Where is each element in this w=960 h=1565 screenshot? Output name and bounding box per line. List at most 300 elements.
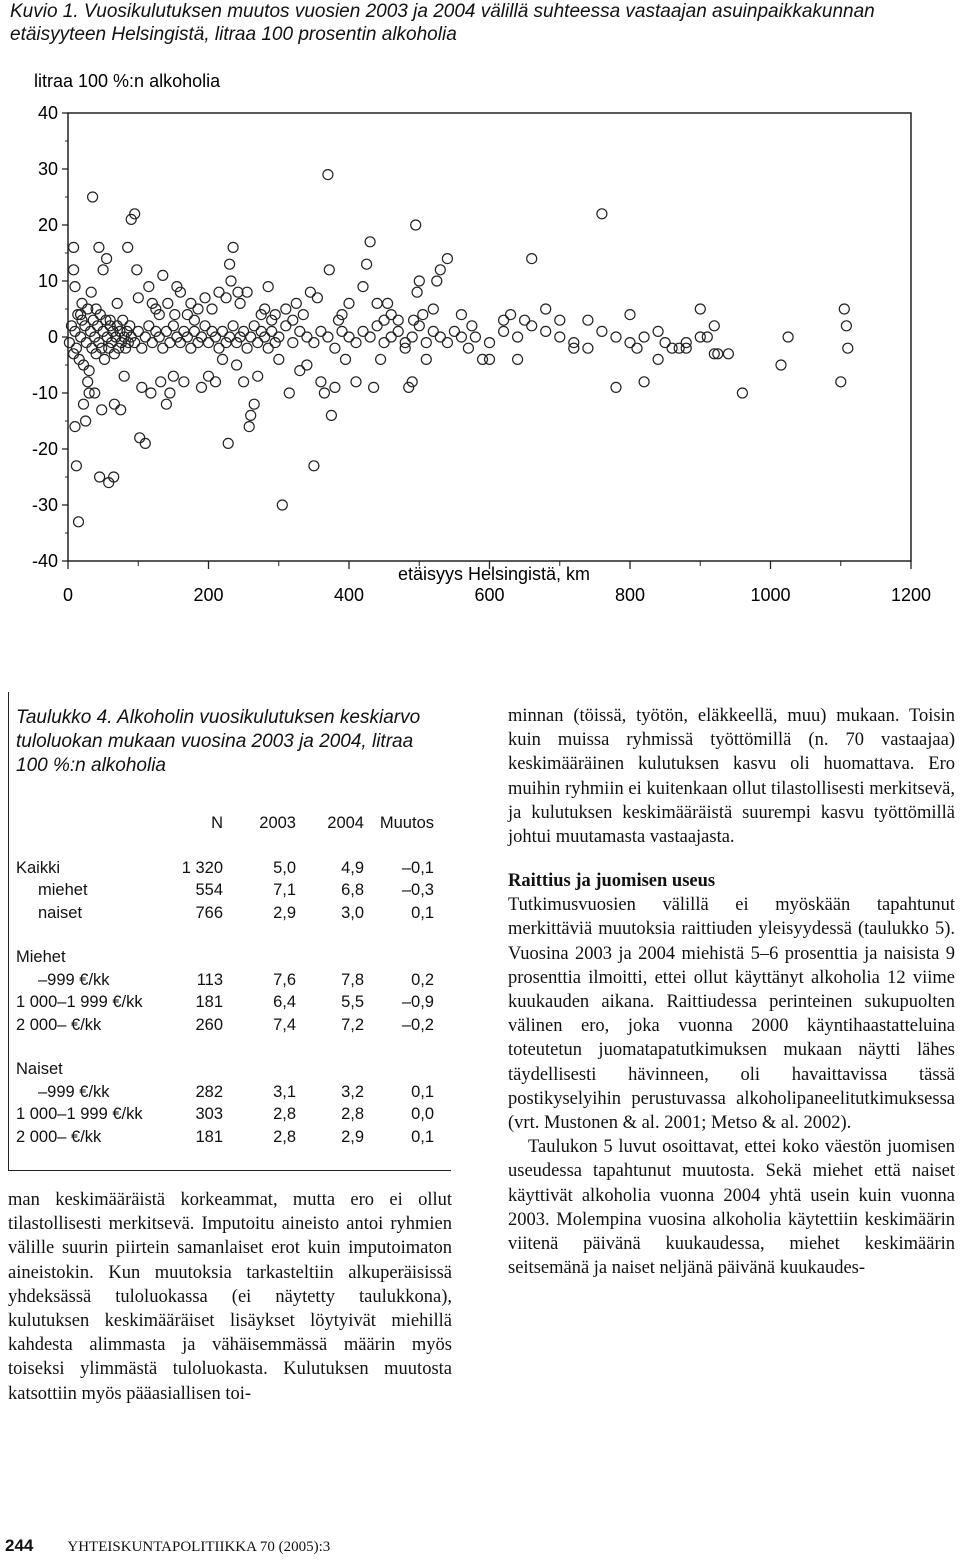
- cell-2004: 3,2: [341, 1082, 364, 1101]
- x-tick-label: 400: [333, 585, 365, 605]
- data-point: [211, 332, 221, 342]
- data-point: [660, 338, 670, 348]
- data-point: [358, 282, 368, 292]
- data-point: [393, 315, 403, 325]
- data-point: [100, 354, 110, 364]
- data-point: [681, 343, 691, 353]
- data-point: [583, 315, 593, 325]
- data-point: [324, 265, 334, 275]
- data-point: [379, 338, 389, 348]
- data-point: [841, 321, 851, 331]
- data-point: [569, 338, 579, 348]
- data-point: [467, 321, 477, 331]
- data-point: [527, 321, 537, 331]
- data-point: [667, 343, 677, 353]
- data-point: [182, 310, 192, 320]
- y-tick-label: 20: [37, 215, 58, 235]
- table-row: [16, 969, 446, 992]
- data-point: [295, 326, 305, 336]
- data-point: [133, 326, 143, 336]
- data-point: [702, 332, 712, 342]
- data-point: [225, 332, 235, 342]
- data-point: [170, 310, 180, 320]
- cell-change: –0,2: [401, 1015, 434, 1034]
- data-point: [653, 354, 663, 364]
- data-point: [555, 315, 565, 325]
- data-point: [161, 399, 171, 409]
- data-point: [86, 287, 96, 297]
- data-point: [158, 270, 168, 280]
- data-point: [358, 326, 368, 336]
- data-point: [291, 298, 301, 308]
- data-point: [379, 315, 389, 325]
- body-paragraph: man keskimääräistä korkeammat, mutta ero ei ollut tilastollisesti merkitsevä. Imputoitu aineisto antoi ryhmien välille suurin piirtein samanlaiset erot kuin imputoimaton aineistokin. Kun muutoksia tarkasteltiin alkuperäisissä yhdeksässä tuloluokassa (ei näytetty taulukkona), kulutuksen keskimääräiset lisäykset löytyivät miehillä kahdesta alimmasta ja vähäisemmässä määrin myös toiseksi ylimmästä tuloluokasta. Kulutuksen muutosta katsottiin myös pääasiallisen toi-: [8, 1190, 452, 1404]
- data-point: [221, 338, 231, 348]
- data-point: [163, 298, 173, 308]
- data-point: [337, 326, 347, 336]
- data-point: [418, 310, 428, 320]
- data-point: [175, 338, 185, 348]
- cell-n: 113: [196, 970, 223, 989]
- data-point: [226, 276, 236, 286]
- data-point: [151, 304, 161, 314]
- cell-2003: 7,1: [273, 881, 296, 899]
- cell-2003: 7,6: [273, 970, 296, 989]
- data-point: [414, 276, 424, 286]
- data-point: [175, 287, 185, 297]
- data-point: [137, 382, 147, 392]
- cell-2003: 3,1: [273, 1082, 296, 1101]
- data-point: [506, 310, 516, 320]
- x-tick-label: 800: [614, 585, 646, 605]
- page-number: 244: [5, 1536, 34, 1555]
- data-point: [81, 416, 91, 426]
- data-point: [256, 310, 266, 320]
- data-point: [189, 315, 199, 325]
- cell-n: 181: [195, 1127, 223, 1146]
- data-point: [376, 354, 386, 364]
- data-point: [147, 298, 157, 308]
- cell-2004: 2,9: [341, 1127, 364, 1146]
- data-point: [839, 304, 849, 314]
- data-point: [133, 293, 143, 303]
- data-point: [583, 343, 593, 353]
- cell-2003: 2,9: [273, 903, 296, 922]
- data-point: [246, 332, 256, 342]
- data-point: [102, 254, 112, 264]
- data-point: [319, 388, 329, 398]
- data-point: [189, 326, 199, 336]
- data-point: [156, 377, 166, 387]
- data-point: [323, 332, 333, 342]
- data-point: [372, 298, 382, 308]
- data-point: [302, 332, 312, 342]
- data-point: [161, 326, 171, 336]
- data-point: [463, 343, 473, 353]
- y-tick-label: -30: [31, 495, 58, 515]
- cell-n: 303: [195, 1105, 223, 1123]
- data-point: [372, 321, 382, 331]
- data-point: [232, 360, 242, 370]
- data-point: [77, 298, 87, 308]
- data-point: [130, 338, 140, 348]
- data-point: [326, 410, 336, 420]
- left-column: [8, 1188, 452, 1406]
- data-point: [221, 293, 231, 303]
- data-points: [64, 170, 852, 527]
- data-point: [695, 304, 705, 314]
- data-point: [409, 315, 419, 325]
- data-point: [428, 304, 438, 314]
- data-point: [312, 293, 322, 303]
- data-point: [442, 338, 452, 348]
- page-footer: [5, 1536, 330, 1557]
- data-point: [186, 298, 196, 308]
- data-point: [513, 332, 523, 342]
- data-point: [337, 310, 347, 320]
- data-point: [135, 433, 145, 443]
- data-point: [411, 220, 421, 230]
- data-point: [260, 304, 270, 314]
- data-point: [456, 310, 466, 320]
- table-title: Taulukko 4. Alkoholin vuosikulutuksen keskiarvo tuloluokan mukaan vuosina 2003 ja 2004, litraa 100 %:n alkoholia: [16, 707, 421, 776]
- data-point: [341, 354, 351, 364]
- body-paragraph: minnan (töissä, työtön, eläkkeellä, muu) mukaan. Toisin kuin muissa ryhmissä työttömillä (n. 70 vastaajaa) keskimääräinen kulutuksen kasvu oli huomattava. Ero muihin ryhmiin ei kuitenkaan ollut tilastollisesti merkitsevä, ja kulutuksen keskimääräistä suurempi kasvu työttömillä johtui muutamasta vastaajasta.: [508, 706, 955, 848]
- x-tick-label: 1200: [890, 585, 932, 605]
- data-point: [70, 326, 80, 336]
- cell-2003: 2,8: [273, 1105, 296, 1123]
- data-point: [253, 338, 263, 348]
- header-2004: 2004: [327, 814, 364, 832]
- data-point: [98, 265, 108, 275]
- data-point: [295, 366, 305, 376]
- cell-change: –0,3: [401, 881, 434, 899]
- data-point: [168, 371, 178, 381]
- cell-change: 0,1: [411, 903, 434, 922]
- data-point: [499, 326, 509, 336]
- data-point: [69, 265, 79, 275]
- data-point: [179, 377, 189, 387]
- data-point: [344, 298, 354, 308]
- y-tick-label: -10: [31, 383, 58, 403]
- table-row: [16, 991, 446, 1014]
- data-point: [233, 287, 243, 297]
- data-point: [597, 209, 607, 219]
- data-point: [211, 377, 221, 387]
- data-point: [244, 422, 254, 432]
- row-label: –999 €/kk: [38, 970, 110, 989]
- cell-change: 0,0: [411, 1105, 434, 1123]
- data-point: [249, 321, 259, 331]
- data-point: [74, 517, 84, 527]
- data-point: [256, 326, 266, 336]
- data-point: [404, 382, 414, 392]
- x-axis-label: etäisyys Helsingistä, km: [397, 564, 591, 584]
- y-axis-label: litraa 100 %:n alkoholia: [34, 71, 221, 91]
- data-point: [499, 315, 509, 325]
- data-point: [456, 332, 466, 342]
- data-point: [284, 388, 294, 398]
- data-point: [281, 321, 291, 331]
- body-paragraph: Taulukon 5 luvut osoittavat, ettei koko väestön juomisen useudessa tapahtunut muutosta. Sekä miehet että naiset käyttivät alkoholia vuonna 2004 yhtä usein kuin vuonna 2003. Molempina vuosina alkoholia käytettiin keskimäärin viitenä päivänä kuukaudessa, miehet keskimäärin seitsemänä ja naiset neljänä päivänä kuukaudes-: [508, 1137, 955, 1279]
- data-point: [112, 298, 122, 308]
- data-point: [154, 310, 164, 320]
- data-point: [362, 259, 372, 269]
- data-point: [207, 326, 217, 336]
- data-point: [569, 343, 579, 353]
- data-point: [214, 287, 224, 297]
- cell-2003: 2,8: [273, 1127, 296, 1146]
- data-point: [263, 282, 273, 292]
- data-point: [223, 438, 233, 448]
- data-point: [123, 242, 133, 252]
- data-point: [64, 338, 74, 348]
- data-point: [520, 315, 530, 325]
- data-point: [118, 315, 128, 325]
- x-tick-label: 1000: [750, 585, 791, 605]
- data-point: [239, 377, 249, 387]
- data-point: [218, 354, 228, 364]
- data-point: [137, 343, 147, 353]
- data-point: [88, 192, 98, 202]
- data-point: [179, 326, 189, 336]
- cell-2004: 6,8: [341, 881, 364, 899]
- cell-2003: 6,4: [273, 993, 296, 1011]
- data-point: [109, 399, 119, 409]
- section-heading: Raittius ja juomisen useus: [508, 871, 716, 892]
- income-table: [16, 812, 446, 1148]
- data-point: [639, 332, 649, 342]
- cell-n: 1 320: [181, 858, 223, 877]
- data-point: [723, 349, 733, 359]
- x-tick-label: 200: [193, 585, 224, 605]
- data-point: [158, 343, 168, 353]
- row-label: 2 000– €/kk: [16, 1015, 102, 1034]
- data-point: [144, 282, 154, 292]
- y-tick-label: 10: [37, 271, 58, 291]
- data-point: [449, 326, 459, 336]
- row-label: 2 000– €/kk: [16, 1127, 102, 1146]
- data-point: [369, 382, 379, 392]
- data-point: [597, 326, 607, 336]
- data-point: [146, 388, 156, 398]
- data-point: [442, 254, 452, 264]
- data-point: [225, 259, 235, 269]
- data-point: [386, 310, 396, 320]
- group-label-men: Miehet: [16, 948, 66, 966]
- row-label: 1 000–1 999 €/kk: [16, 1105, 143, 1123]
- right-column: [508, 704, 955, 1280]
- data-point: [316, 377, 326, 387]
- cell-2004: 2,8: [341, 1105, 364, 1123]
- data-point: [412, 287, 422, 297]
- data-point: [70, 422, 80, 432]
- data-point: [263, 343, 273, 353]
- data-point: [485, 354, 495, 364]
- data-point: [144, 321, 154, 331]
- x-tick-label: 0: [62, 585, 74, 605]
- data-point: [154, 332, 164, 342]
- data-point: [147, 338, 157, 348]
- data-point: [783, 332, 793, 342]
- data-point: [432, 276, 442, 286]
- data-point: [305, 287, 315, 297]
- row-label: –999 €/kk: [38, 1082, 110, 1101]
- data-point: [204, 371, 214, 381]
- data-point: [625, 338, 635, 348]
- header-n: N: [211, 814, 223, 832]
- data-point: [407, 332, 417, 342]
- data-point: [186, 343, 196, 353]
- data-point: [200, 321, 210, 331]
- cell-2004: 3,0: [341, 903, 364, 922]
- scatter-chart: [0, 60, 960, 620]
- table-row: [16, 857, 446, 880]
- data-point: [193, 304, 203, 314]
- cell-2004: 7,8: [341, 970, 364, 989]
- data-point: [246, 410, 256, 420]
- cell-n: 260: [195, 1015, 223, 1034]
- data-point: [228, 242, 238, 252]
- table-row: [16, 902, 446, 925]
- data-point: [197, 332, 207, 342]
- data-point: [302, 360, 312, 370]
- row-label: miehet: [38, 881, 88, 899]
- table-row: [16, 879, 446, 902]
- data-point: [140, 332, 150, 342]
- data-point: [421, 354, 431, 364]
- data-point: [84, 366, 94, 376]
- y-tick-label: -20: [31, 439, 58, 459]
- data-point: [386, 332, 396, 342]
- data-point: [365, 332, 375, 342]
- data-point: [104, 343, 114, 353]
- data-point: [94, 242, 104, 252]
- data-point: [400, 343, 410, 353]
- cell-n: 766: [195, 903, 223, 922]
- data-point: [330, 343, 340, 353]
- header-2003: 2003: [259, 814, 296, 832]
- group-heading: [16, 1058, 446, 1081]
- data-point: [172, 332, 182, 342]
- data-point: [83, 377, 93, 387]
- data-point: [239, 326, 249, 336]
- data-point: [611, 332, 621, 342]
- data-point: [140, 438, 150, 448]
- data-point: [541, 326, 551, 336]
- data-point: [309, 338, 319, 348]
- x-tick-label: 600: [474, 585, 505, 605]
- data-point: [242, 287, 252, 297]
- cell-2004: 5,5: [341, 993, 364, 1011]
- data-point: [653, 326, 663, 336]
- data-point: [69, 349, 79, 359]
- data-point: [681, 338, 691, 348]
- data-point: [351, 338, 361, 348]
- data-point: [204, 338, 214, 348]
- cell-2003: 7,4: [273, 1015, 296, 1034]
- row-label: Kaikki: [16, 858, 61, 877]
- data-point: [843, 343, 853, 353]
- data-point: [235, 298, 245, 308]
- data-point: [316, 326, 326, 336]
- cell-n: 181: [195, 993, 223, 1011]
- table-row: [16, 1103, 446, 1126]
- data-point: [197, 382, 207, 392]
- data-point: [513, 354, 523, 364]
- data-point: [541, 304, 551, 314]
- data-point: [116, 405, 126, 415]
- data-point: [776, 360, 786, 370]
- data-point: [365, 237, 375, 247]
- data-point: [351, 377, 361, 387]
- body-paragraph: Tutkimusvuosien välillä ei myöskään tapahtunut merkittäviä muutoksia raittiuden yleisyydessä (taulukko 5). Vuosina 2003 ja 2004 miehistä 5–6 prosenttia ja naisista 9 prosenttia ilmoitti, ettei ollut käyttänyt alkoholia 12 viime kuukauden aikana. Raittiudessa perinteinen sukupuolten välinen ero, joka vuonna 2000 käyntihaastatteluina toteutetun juomatapatutkimuksen mukaan näytti lähes täydellisesti hävinneen, oli havaittavissa tässä postikyselyihin perustuvassa alkoholipaneelitutkimuksessa (vrt. Mustonen & al. 2001; Metso & al. 2002).: [508, 895, 955, 1134]
- data-point: [274, 354, 284, 364]
- cell-2004: 7,2: [341, 1015, 364, 1034]
- data-point: [270, 338, 280, 348]
- data-point: [836, 377, 846, 387]
- table-row: [16, 1014, 446, 1037]
- y-tick-label: -40: [31, 551, 58, 571]
- data-point: [421, 338, 431, 348]
- data-point: [435, 332, 445, 342]
- data-point: [288, 338, 298, 348]
- data-point: [323, 170, 333, 180]
- data-point: [71, 343, 81, 353]
- data-point: [218, 326, 228, 336]
- data-point: [71, 461, 81, 471]
- data-point: [400, 338, 410, 348]
- data-point: [242, 343, 252, 353]
- data-point: [260, 332, 270, 342]
- data-point: [344, 332, 354, 342]
- data-point: [555, 332, 565, 342]
- y-tick-label: 30: [37, 159, 58, 179]
- data-point: [470, 332, 480, 342]
- data-point: [709, 321, 719, 331]
- y-ticks: [32, 103, 68, 571]
- group-heading: [16, 946, 446, 969]
- data-point: [249, 399, 259, 409]
- data-point: [281, 304, 291, 314]
- data-point: [232, 338, 242, 348]
- data-point: [79, 399, 89, 409]
- data-point: [407, 377, 417, 387]
- data-point: [267, 326, 277, 336]
- data-point: [214, 343, 224, 353]
- data-point: [182, 332, 192, 342]
- data-point: [95, 472, 105, 482]
- data-point: [435, 265, 445, 275]
- data-point: [132, 265, 142, 275]
- cell-change: –0,9: [401, 993, 434, 1011]
- data-point: [70, 282, 80, 292]
- y-tick-label: 40: [37, 103, 58, 123]
- data-point: [151, 326, 161, 336]
- cell-change: 0,1: [411, 1082, 434, 1101]
- data-point: [207, 304, 217, 314]
- row-label: naiset: [38, 903, 83, 922]
- data-point: [737, 388, 747, 398]
- data-point: [69, 242, 79, 252]
- data-point: [428, 326, 438, 336]
- data-point: [97, 405, 107, 415]
- data-point: [632, 343, 642, 353]
- data-point: [274, 332, 284, 342]
- data-point: [527, 254, 537, 264]
- data-point: [165, 338, 175, 348]
- data-point: [611, 382, 621, 392]
